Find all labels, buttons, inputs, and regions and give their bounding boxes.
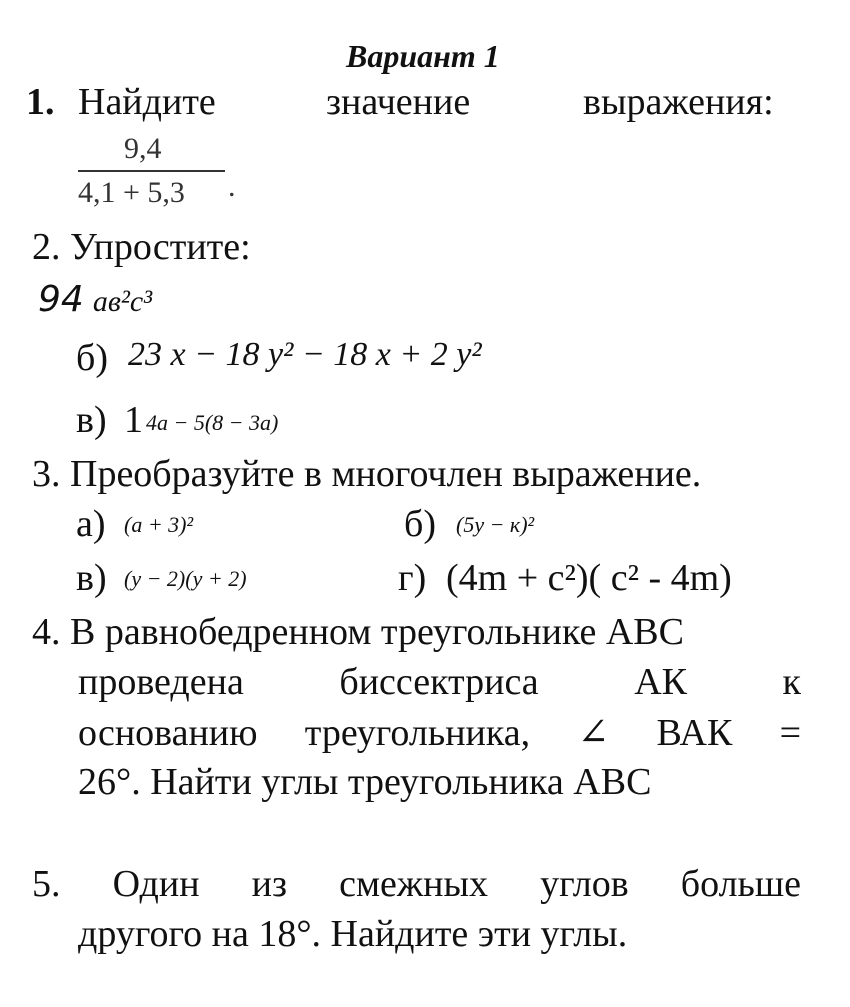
- task3-heading: 3. Преобразуйте в многочлен выражение.: [32, 453, 702, 495]
- task2-expression-a: [38, 278, 152, 320]
- task3-b-label: б): [404, 503, 436, 545]
- task3-b-expression: (5y − к)²: [456, 512, 535, 537]
- task2-a-variables: ав²с³: [92, 285, 153, 318]
- task2-v-label: в): [76, 399, 107, 441]
- fraction-bar: [78, 170, 225, 172]
- fraction-denominator: 4,1 + 5,3: [78, 176, 185, 209]
- task5-line-1: 5. Один из смежных углов больше: [32, 863, 801, 905]
- task4-line-3: основанию треугольника, ∠ ВАК =: [78, 712, 801, 754]
- task2-v-lead: 1: [124, 399, 143, 441]
- task2-v-expression: 4a − 5(8 − 3a): [146, 410, 279, 435]
- task1-word-3: выражения:: [583, 81, 774, 123]
- task2-a-coefficient: 94: [38, 279, 84, 320]
- task3-v-expression: (y − 2)(y + 2): [124, 566, 247, 591]
- task4-line-2: проведена биссектриса АК к: [78, 661, 801, 703]
- task1-number: 1.: [26, 81, 55, 123]
- task1-word-1: Найдите: [78, 81, 216, 123]
- task2-b-expression: 23 x − 18 y² − 18 x + 2 y²: [128, 336, 482, 373]
- task3-g-label: г): [398, 557, 427, 599]
- task1-word-2: значение: [326, 81, 471, 123]
- task3-g-expression: (4m + c²)( c² - 4m): [446, 557, 732, 599]
- task2-heading: 2. Упростите:: [32, 226, 251, 268]
- variant-title: Вариант 1: [346, 38, 500, 74]
- fraction-numerator: 9,4: [124, 132, 162, 165]
- fraction-period: .: [228, 170, 236, 203]
- task3-v-label: в): [76, 557, 107, 599]
- task3-a-expression: (a + 3)²: [124, 512, 194, 537]
- task3-a-label: а): [76, 503, 106, 545]
- task4-line-1: 4. В равнобедренном треугольнике АВС: [32, 611, 684, 653]
- task4-line-4: 26°. Найти углы треугольника АВС: [78, 761, 652, 803]
- task2-b-label: б): [76, 337, 108, 379]
- task5-line-2: другого на 18°. Найдите эти углы.: [78, 913, 628, 955]
